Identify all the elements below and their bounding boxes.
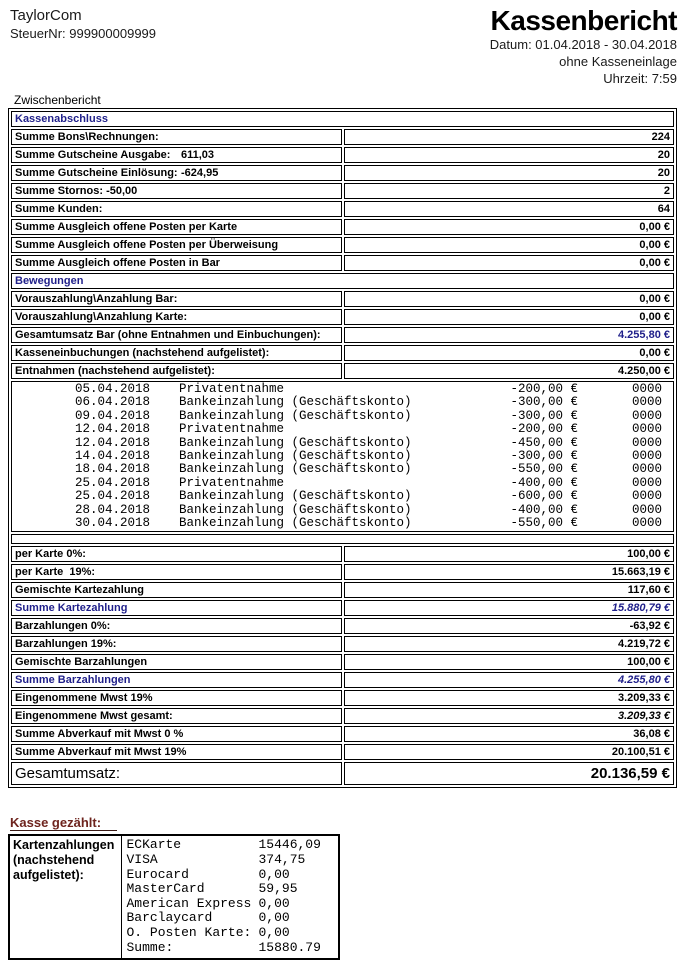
card-name: O. Posten Karte: [126, 925, 252, 941]
card-line [127, 911, 335, 926]
row-value: 0,00 € [344, 219, 675, 235]
table-row [11, 690, 674, 706]
withdrawal-date: 12.04.2018 [75, 422, 151, 437]
card-amount: 0,00 [258, 866, 290, 882]
withdrawal-entry [15, 504, 670, 517]
withdrawal-entry [15, 437, 670, 450]
row-value: 224 [344, 129, 675, 145]
withdrawal-description: Privatentnahme [179, 475, 285, 490]
row-label: Eingenommene Mwst 19% [11, 690, 342, 706]
card-amount: 374,75 [258, 852, 306, 868]
withdrawal-code: 0000 [631, 395, 662, 410]
card-amount: 15446,09 [258, 837, 321, 853]
row-label: Summe Stornos: -50,00 [11, 183, 342, 199]
withdrawal-description: Bankeinzahlung (Geschäftskonto) [179, 502, 412, 517]
report-table [8, 108, 677, 788]
card-payments-row [9, 835, 339, 959]
table-row [11, 582, 674, 598]
table-row [11, 600, 674, 616]
card-payments-label: Kartenzahlungen (nachstehend aufgelistet): [9, 835, 121, 959]
card-name: MasterCard [126, 881, 205, 897]
withdrawal-amount: -400,00 € [510, 475, 578, 490]
withdrawal-amount: -300,00 € [510, 395, 578, 410]
withdrawal-amount: -300,00 € [510, 449, 578, 464]
withdrawal-amount: -400,00 € [510, 502, 578, 517]
row-label: Gesamtumsatz Bar (ohne Entnahmen und Einbuchungen): [11, 327, 342, 343]
withdrawal-date: 28.04.2018 [75, 502, 151, 517]
withdrawal-description: Bankeinzahlung (Geschäftskonto) [179, 408, 412, 423]
row-label: Summe Ausgleich offene Posten in Bar [11, 255, 342, 271]
row-value: 4.255,80 € [344, 672, 675, 688]
withdrawal-entry [15, 423, 670, 436]
withdrawal-amount: -450,00 € [510, 435, 578, 450]
withdrawal-description: Bankeinzahlung (Geschäftskonto) [179, 435, 412, 450]
report-header [0, 0, 685, 87]
withdrawal-amount: -200,00 € [510, 422, 578, 437]
row-value: 20 [344, 147, 675, 163]
withdrawal-code: 0000 [631, 422, 662, 437]
card-name: Summe: [126, 939, 174, 955]
card-amount: 15880.79 [258, 939, 321, 955]
withdrawal-code: 0000 [631, 489, 662, 504]
withdrawal-entry [15, 383, 670, 396]
withdrawal-code: 0000 [631, 516, 662, 531]
row-label: Summe Abverkauf mit Mwst 0 % [11, 726, 342, 742]
row-label: Barzahlungen 0%: [11, 618, 342, 634]
table-row [11, 654, 674, 670]
withdrawal-code: 0000 [631, 475, 662, 490]
row-value: 100,00 € [344, 546, 675, 562]
row-value: 0,00 € [344, 237, 675, 253]
table-row [11, 147, 674, 163]
card-name: Eurocard [126, 866, 189, 882]
section-label: Kassenabschluss [11, 111, 674, 127]
table-row [11, 165, 674, 181]
withdrawal-date: 18.04.2018 [75, 462, 151, 477]
row-value: 0,00 € [344, 255, 675, 271]
withdrawal-date: 25.04.2018 [75, 489, 151, 504]
card-name: ECKarte [126, 837, 182, 853]
row-label: Eingenommene Mwst gesamt: [11, 708, 342, 724]
withdrawal-code: 0000 [631, 502, 662, 517]
row-value: 15.880,79 € [344, 600, 675, 616]
row-label: Entnahmen (nachstehend aufgelistet): [11, 363, 342, 379]
withdrawal-description: Bankeinzahlung (Geschäftskonto) [179, 489, 412, 504]
tax-number: SteuerNr: 999900009999 [10, 26, 157, 41]
report-time: Uhrzeit: 7:59 [603, 71, 677, 86]
row-sub-value: 611,03 [181, 149, 215, 161]
table-row [11, 636, 674, 652]
card-line [127, 941, 335, 956]
row-label-text: Summe Gutscheine Einlösung: [15, 167, 178, 179]
withdrawal-code: 0000 [631, 408, 662, 423]
card-name: American Express [126, 895, 252, 911]
row-value: 4.250,00 € [344, 363, 675, 379]
row-label: Vorauszahlung\Anzahlung Bar: [11, 291, 342, 307]
row-label: Vorauszahlung\Anzahlung Karte: [11, 309, 342, 325]
row-value: 15.663,19 € [344, 564, 675, 580]
withdrawal-description: Bankeinzahlung (Geschäftskonto) [179, 516, 412, 531]
row-value: 20 [344, 165, 675, 181]
row-label: Summe Barzahlungen [11, 672, 342, 688]
row-value: 2 [344, 183, 675, 199]
table-row [11, 291, 674, 307]
company-name: TaylorCom [10, 7, 82, 24]
card-payments-table [8, 834, 340, 960]
row-label: per Karte 0%: [11, 546, 342, 562]
withdrawal-description: Bankeinzahlung (Geschäftskonto) [179, 449, 412, 464]
row-value: 117,60 € [344, 582, 675, 598]
report-meta-block [490, 6, 677, 87]
withdrawal-date: 25.04.2018 [75, 475, 151, 490]
withdrawal-date: 12.04.2018 [75, 435, 151, 450]
counted-cash-heading: Kasse gezählt: [10, 815, 117, 831]
merchant-block [10, 6, 156, 87]
row-label: Gemischte Kartezahlung [11, 582, 342, 598]
withdrawal-entry [15, 477, 670, 490]
date-range: Datum: 01.04.2018 - 30.04.2018 [489, 37, 677, 52]
withdrawal-amount: -550,00 € [510, 516, 578, 531]
withdrawal-code: 0000 [631, 449, 662, 464]
table-row [11, 255, 674, 271]
table-row [11, 183, 674, 199]
table-row [11, 744, 674, 760]
row-label: Summe Ausgleich offene Posten per Karte [11, 219, 342, 235]
table-row [11, 309, 674, 325]
table-row [11, 129, 674, 145]
row-label: Summe Ausgleich offene Posten per Überweisung [11, 237, 342, 253]
row-label: Gesamtumsatz: [11, 762, 342, 785]
report-type-label: Zwischenbericht [14, 93, 101, 107]
card-line [127, 853, 335, 868]
card-amount: 0,00 [258, 925, 290, 941]
withdrawals-list-row [11, 381, 674, 532]
row-value: 4.255,80 € [344, 327, 675, 343]
section-row [11, 273, 674, 289]
section-row [11, 111, 674, 127]
withdrawal-entry [15, 517, 670, 530]
withdrawal-description: Bankeinzahlung (Geschäftskonto) [179, 395, 412, 410]
row-value: 3.209,33 € [344, 690, 675, 706]
table-row [11, 219, 674, 235]
withdrawal-description: Privatentnahme [179, 422, 285, 437]
withdrawal-entry [15, 450, 670, 463]
card-amount: 59,95 [258, 881, 298, 897]
card-amount: 0,00 [258, 895, 290, 911]
withdrawal-entry [15, 490, 670, 503]
withdrawal-code: 0000 [631, 462, 662, 477]
row-value: 36,08 € [344, 726, 675, 742]
row-label: Summe Kunden: [11, 201, 342, 217]
row-label: Kasseneinbuchungen (nachstehend aufgelistet): [11, 345, 342, 361]
row-value: 20.136,59 € [344, 762, 675, 785]
row-label-text: Summe Gutscheine Ausgabe: [15, 149, 171, 161]
row-label: Barzahlungen 19%: [11, 636, 342, 652]
row-label [11, 165, 342, 181]
row-label [11, 147, 342, 163]
row-value: 3.209,33 € [344, 708, 675, 724]
row-label: Summe Bons\Rechnungen: [11, 129, 342, 145]
card-line [127, 897, 335, 912]
row-label: per Karte 19%: [11, 564, 342, 580]
withdrawal-date: 14.04.2018 [75, 449, 151, 464]
withdrawal-amount: -300,00 € [510, 408, 578, 423]
table-row [11, 237, 674, 253]
card-amount: 0,00 [258, 910, 290, 926]
card-name: VISA [126, 852, 158, 868]
row-value: -63,92 € [344, 618, 675, 634]
row-value: 0,00 € [344, 345, 675, 361]
withdrawal-code: 0000 [631, 435, 662, 450]
row-value: 20.100,51 € [344, 744, 675, 760]
table-row [11, 546, 674, 562]
withdrawal-code: 0000 [631, 382, 662, 396]
row-sub-value: -624,95 [181, 167, 219, 179]
table-row [11, 618, 674, 634]
table-row [11, 672, 674, 688]
withdrawal-amount: -600,00 € [510, 489, 578, 504]
withdrawal-entry [15, 410, 670, 423]
card-line [127, 926, 335, 941]
withdrawal-description: Bankeinzahlung (Geschäftskonto) [179, 462, 412, 477]
table-row [11, 564, 674, 580]
card-line [127, 868, 335, 883]
counted-cash-section [8, 814, 685, 960]
card-line [127, 882, 335, 897]
row-value: 100,00 € [344, 654, 675, 670]
spacer-cell [11, 534, 674, 544]
card-line [127, 838, 335, 853]
row-value: 4.219,72 € [344, 636, 675, 652]
withdrawal-amount: -550,00 € [510, 462, 578, 477]
withdrawal-entry [15, 463, 670, 476]
row-value: 0,00 € [344, 291, 675, 307]
withdrawal-date: 09.04.2018 [75, 408, 151, 423]
withdrawal-description: Privatentnahme [179, 382, 285, 396]
table-row [11, 708, 674, 724]
row-value: 0,00 € [344, 309, 675, 325]
table-row [11, 327, 674, 343]
withdrawal-date: 30.04.2018 [75, 516, 151, 531]
row-label: Summe Abverkauf mit Mwst 19% [11, 744, 342, 760]
table-row [11, 762, 674, 785]
withdrawal-entry [15, 396, 670, 409]
table-row [11, 345, 674, 361]
card-payments-list [121, 835, 339, 959]
spacer-row [11, 534, 674, 544]
table-row [11, 363, 674, 379]
cash-deposit-note: ohne Kasseneinlage [559, 54, 677, 69]
report-title: Kassenbericht [490, 5, 677, 36]
withdrawal-amount: -200,00 € [510, 382, 578, 396]
row-value: 64 [344, 201, 675, 217]
table-row [11, 726, 674, 742]
row-label: Gemischte Barzahlungen [11, 654, 342, 670]
section-label: Bewegungen [11, 273, 674, 289]
row-label: Summe Kartezahlung [11, 600, 342, 616]
withdrawal-date: 05.04.2018 [75, 382, 151, 396]
card-name: Barclaycard [126, 910, 213, 926]
withdrawals-list [11, 381, 674, 532]
withdrawal-date: 06.04.2018 [75, 395, 151, 410]
table-row [11, 201, 674, 217]
